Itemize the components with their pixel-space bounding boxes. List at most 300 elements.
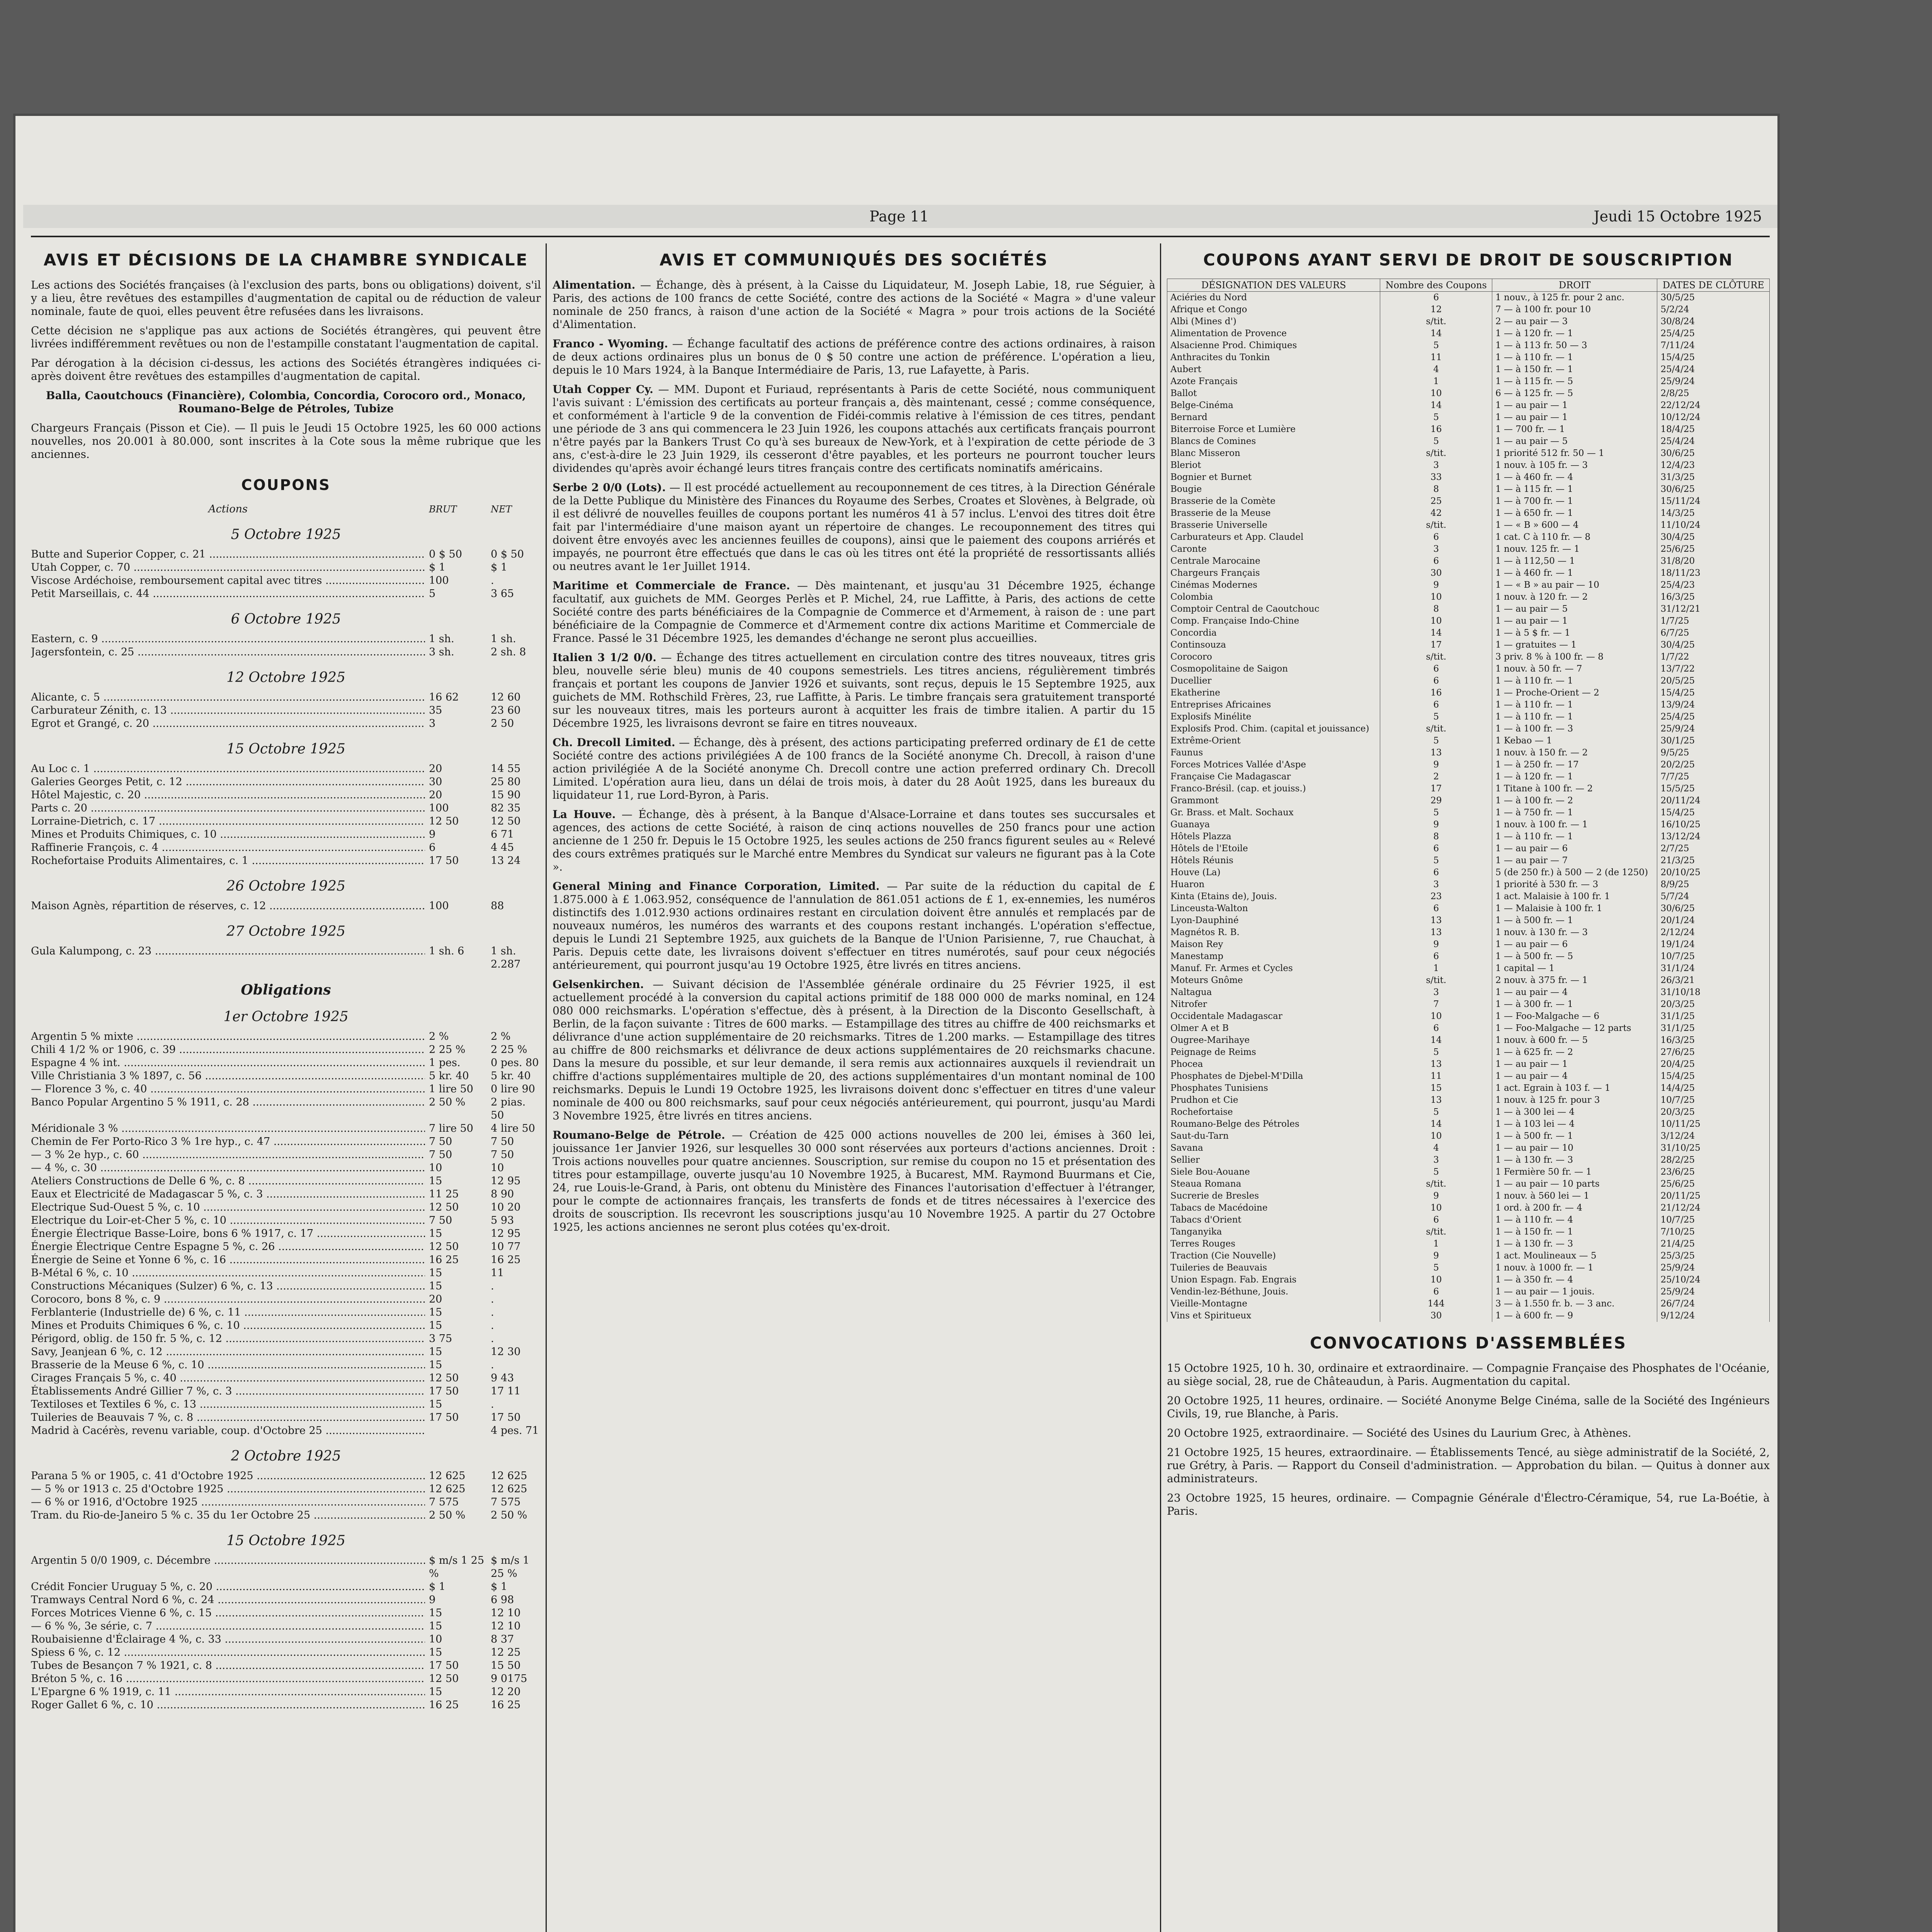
souscription-cell: Kinta (Etains de), Jouis. xyxy=(1167,891,1380,903)
souscription-cell: Phosphates Tunisiens xyxy=(1167,1082,1380,1094)
souscription-cell: 30/4/25 xyxy=(1657,639,1770,651)
souscription-row xyxy=(1167,855,1770,867)
souscription-row xyxy=(1167,364,1770,376)
souscription-cell: 7 — à 100 fr. pour 10 xyxy=(1492,304,1657,316)
souscription-row xyxy=(1167,699,1770,711)
societe-name: Utah Copper Cy. xyxy=(553,383,653,396)
souscription-cell: 23 xyxy=(1380,891,1492,903)
coupon-net: 5 93 xyxy=(491,1214,514,1226)
souscription-cell: Saut-du-Tarn xyxy=(1167,1130,1380,1142)
souscription-cell: s/tit. xyxy=(1380,1226,1492,1238)
coupon-brut: 5 kr. 40 xyxy=(429,1070,469,1082)
societe-name: Ch. Drecoll Limited. xyxy=(553,736,675,749)
souscription-cell: 16/3/25 xyxy=(1657,1034,1770,1046)
souscription-col-header: DROIT xyxy=(1492,279,1657,292)
coupon-net: 2 sh. 8 xyxy=(491,646,526,658)
coupon-net: 8 90 xyxy=(491,1188,514,1200)
column-souscription xyxy=(1167,243,1770,1932)
souscription-cell: 1 — au pair — 4 xyxy=(1492,1070,1657,1082)
coupon-row xyxy=(31,1469,541,1483)
souscription-cell: 25/9/24 xyxy=(1657,376,1770,388)
souscription-cell: 5 xyxy=(1380,807,1492,819)
souscription-cell: 1 priorité à 530 fr. — 3 xyxy=(1492,879,1657,891)
coupon-row xyxy=(31,1509,541,1522)
coupon-net: . xyxy=(491,1306,494,1318)
convocation-4: 21 Octobre 1925, 15 heures, extraordinaire. — Établissements Tencé, au siège administratif de la Société, 2, rue Grétry, à Paris. — Rapport du Conseil d'administration. — Approbation du bilan. — Quitus à donner aux administrateurs. xyxy=(1167,1446,1770,1485)
souscription-cell: 3 xyxy=(1380,543,1492,555)
coupon-date: 27 Octobre 1925 xyxy=(226,923,345,939)
souscription-cell: Magnétos R. B. xyxy=(1167,927,1380,939)
souscription-row xyxy=(1167,1226,1770,1238)
souscription-row xyxy=(1167,639,1770,651)
coupon-brut: 15 xyxy=(429,1646,442,1658)
souscription-cell: Bognier et Burnet xyxy=(1167,471,1380,483)
souscription-cell: 14 xyxy=(1380,1118,1492,1130)
souscription-row xyxy=(1167,603,1770,615)
coupon-net: . xyxy=(491,1280,494,1292)
souscription-cell: 5/2/24 xyxy=(1657,304,1770,316)
coupon-brut: 10 xyxy=(429,1162,442,1174)
coupon-name: Énergie Électrique Basse-Loire, bons 6 % 1917, c. 17 ..... xyxy=(31,1227,425,1240)
souscription-cell: 16 xyxy=(1380,687,1492,699)
souscription-cell: Manestamp xyxy=(1167,951,1380,963)
souscription-cell: 10 xyxy=(1380,591,1492,603)
souscription-cell: 20/10/25 xyxy=(1657,867,1770,879)
souscription-cell: 1/7/25 xyxy=(1657,615,1770,627)
souscription-cell: Franco-Brésil. (cap. et jouiss.) xyxy=(1167,783,1380,795)
coupon-brut: 30 xyxy=(429,776,442,788)
souscription-row xyxy=(1167,579,1770,591)
souscription-cell: Centrale Marocaine xyxy=(1167,555,1380,567)
newspaper-page xyxy=(15,116,1777,1932)
souscription-cell: 1 — à 115 fr. — 5 xyxy=(1492,376,1657,388)
souscription-cell: 11 xyxy=(1380,1070,1492,1082)
column-rule xyxy=(1160,243,1161,1932)
coupon-net: 2 pias. 50 xyxy=(491,1096,526,1121)
coupon-brut: $ 1 xyxy=(429,561,446,573)
societe-text: — Il est procédé actuellement au recouponnement de ces titres, à la Direction Générale de la Dette Publique du Ministère des Finances du Royaume des Serbes, Croates et Slovènes, à Belgrade, où il est délivré de nouvelles feuilles de coupons portant les numéros 41 à 57 inclus. L'envoi des titres doit être fait par l'intermédiaire d'une maison ayant un répertoire de changes. Le recouponnement des titres qui doivent être envoyés avec les anciennes feuilles de coupons), ainsi que le paiement des coupons arriérés et impayés, ne pourront être effectués que dans le cas où les titres ont été la propriété de ressortissants alliés ou neutres avant le 1er Juillet 1914. xyxy=(553,481,1155,573)
souscription-row xyxy=(1167,1298,1770,1310)
souscription-row xyxy=(1167,1034,1770,1046)
coupon-net: 88 xyxy=(491,900,504,912)
souscription-cell: Tabacs d'Orient xyxy=(1167,1214,1380,1226)
coupon-row xyxy=(31,548,541,561)
souscription-cell: 27/6/25 xyxy=(1657,1046,1770,1058)
coupon-name: Tramways Central Nord 6 %, c. 24 ..... xyxy=(31,1594,425,1607)
coupon-row xyxy=(31,1253,541,1267)
souscription-cell: 29 xyxy=(1380,795,1492,807)
coupon-net: 6 71 xyxy=(491,828,514,840)
coupon-row xyxy=(31,1659,541,1672)
coupon-net: 12 20 xyxy=(491,1686,521,1698)
souscription-cell: 25/9/24 xyxy=(1657,1286,1770,1298)
souscription-cell: Traction (Cie Nouvelle) xyxy=(1167,1250,1380,1262)
convocation-5: 23 Octobre 1925, 15 heures, ordinaire. — Compagnie Générale d'Électro-Céramique, 54, rue La-Boétie, à Paris. xyxy=(1167,1492,1770,1517)
souscription-row xyxy=(1167,1178,1770,1190)
coupon-net: 12 625 xyxy=(491,1483,527,1495)
coupon-row xyxy=(31,828,541,841)
souscription-cell: Forces Motrices Vallée d'Aspe xyxy=(1167,759,1380,771)
coupon-net: 4 pes. 71 xyxy=(491,1425,539,1437)
souscription-cell: 22/12/24 xyxy=(1657,400,1770,412)
souscription-cell: 1 — à 300 fr. — 1 xyxy=(1492,998,1657,1010)
souscription-cell: Moteurs Gnôme xyxy=(1167,975,1380,986)
souscription-cell: 5 xyxy=(1380,1106,1492,1118)
souscription-cell: 3 — à 1.550 fr. b. — 3 anc. xyxy=(1492,1298,1657,1310)
souscription-cell: Belge-Cinéma xyxy=(1167,400,1380,412)
coupon-net: 25 80 xyxy=(491,776,521,788)
coupon-net: . xyxy=(491,575,494,587)
souscription-row xyxy=(1167,1238,1770,1250)
souscription-cell: 1 — à 350 fr. — 4 xyxy=(1492,1274,1657,1286)
souscription-col-header: DÉSIGNATION DES VALEURS xyxy=(1167,279,1380,292)
coupon-row xyxy=(31,1372,541,1385)
souscription-cell: 31/12/21 xyxy=(1657,603,1770,615)
souscription-cell: Grammont xyxy=(1167,795,1380,807)
souscription-cell: 18/4/25 xyxy=(1657,423,1770,435)
souscription-cell: 12/4/23 xyxy=(1657,459,1770,471)
souscription-cell: Union Espagn. Fab. Engrais xyxy=(1167,1274,1380,1286)
coupon-name: Electrique Sud-Ouest 5 %, c. 10 ..... xyxy=(31,1201,425,1214)
souscription-cell: Ekatherine xyxy=(1167,687,1380,699)
souscription-cell: Alimentation de Provence xyxy=(1167,328,1380,340)
obligations-list xyxy=(31,1009,541,1712)
societe-text: — Échange, dès à présent, à la Caisse du Liquidateur, M. Joseph Labie, 18, rue Séguier, à Paris, des actions de 100 francs de cette Société, contre des actions de la Société « Magra » d'une valeur nominale de 250 francs, à raison d'une action de la Société « Magra » pour trois actions de la Société d'Alimentation. xyxy=(553,279,1155,331)
souscription-cell: Brasserie de la Comète xyxy=(1167,495,1380,507)
souscription-cell: 6 xyxy=(1380,903,1492,915)
coupon-brut: 2 50 % xyxy=(429,1096,466,1108)
souscription-cell: 7 xyxy=(1380,998,1492,1010)
coupon-row xyxy=(31,802,541,815)
souscription-cell: 1 — à 5 $ fr. — 1 xyxy=(1492,627,1657,639)
souscription-cell: Comptoir Central de Caoutchouc xyxy=(1167,603,1380,615)
souscription-row xyxy=(1167,771,1770,783)
coupon-row xyxy=(31,1214,541,1227)
coupon-row xyxy=(31,789,541,802)
souscription-cell: 7/11/24 xyxy=(1657,340,1770,352)
souscription-row xyxy=(1167,412,1770,423)
souscription-row xyxy=(1167,975,1770,986)
societe-notice xyxy=(553,579,1155,645)
coupon-row xyxy=(31,1306,541,1319)
souscription-cell: Anthracites du Tonkin xyxy=(1167,352,1380,364)
coupon-row xyxy=(31,1319,541,1332)
souscription-cell: 1 — à 150 fr. — 1 xyxy=(1492,1226,1657,1238)
souscription-cell: 1 — à 103 lei — 4 xyxy=(1492,1118,1657,1130)
coupon-brut: 15 xyxy=(429,1320,442,1332)
souscription-cell: 10/12/24 xyxy=(1657,412,1770,423)
souscription-title: COUPONS AYANT SERVI DE DROIT DE SOUSCRIPTION xyxy=(1203,250,1734,269)
coupon-name: Chili 4 1/2 % or 1906, c. 39 ..... xyxy=(31,1043,425,1056)
coupon-row xyxy=(31,1332,541,1345)
souscription-cell: 25/4/24 xyxy=(1657,435,1770,447)
coupon-net: 4 lire 50 xyxy=(491,1122,535,1134)
souscription-cell: 6 xyxy=(1380,699,1492,711)
souscription-cell: 1 — à 650 fr. — 1 xyxy=(1492,507,1657,519)
coupon-brut: 17 50 xyxy=(429,1412,459,1423)
column-rule xyxy=(546,243,547,1932)
souscription-row xyxy=(1167,447,1770,459)
souscription-cell: Explosifs Prod. Chim. (capital et jouissance) xyxy=(1167,723,1380,735)
societes-list xyxy=(553,279,1155,1234)
souscription-cell: 11/10/24 xyxy=(1657,519,1770,531)
coupon-net: 8 37 xyxy=(491,1633,514,1645)
coupon-net: 17 50 xyxy=(491,1412,521,1423)
souscription-cell: 31/8/20 xyxy=(1657,555,1770,567)
coupon-net: 2 25 % xyxy=(491,1044,527,1056)
souscription-cell: 1 nouv. à 105 fr. — 3 xyxy=(1492,459,1657,471)
souscription-cell: Maison Rey xyxy=(1167,939,1380,951)
coupon-name: Spiess 6 %, c. 12 ..... xyxy=(31,1646,425,1659)
souscription-cell: 25/9/24 xyxy=(1657,723,1770,735)
coupon-brut: 16 25 xyxy=(429,1699,459,1711)
souscription-cell: s/tit. xyxy=(1380,519,1492,531)
coupon-row xyxy=(31,1148,541,1162)
souscription-cell: 16/3/25 xyxy=(1657,591,1770,603)
coupon-name: Bréton 5 %, c. 16 ..... xyxy=(31,1672,425,1685)
souscription-row xyxy=(1167,507,1770,519)
souscription-row xyxy=(1167,939,1770,951)
souscription-cell: 16 xyxy=(1380,423,1492,435)
coupon-brut: 100 xyxy=(429,575,449,587)
souscription-row xyxy=(1167,735,1770,747)
souscription-cell: 1 — à 460 fr. — 1 xyxy=(1492,567,1657,579)
coupon-brut: 1 lire 50 xyxy=(429,1083,473,1095)
column-societes xyxy=(553,243,1155,1932)
souscription-row xyxy=(1167,495,1770,507)
souscription-row xyxy=(1167,663,1770,675)
coupon-date: 26 Octobre 1925 xyxy=(226,878,345,894)
coupon-row xyxy=(31,1267,541,1280)
souscription-cell: 1 — au pair — 4 xyxy=(1492,986,1657,998)
coupon-name: Forces Motrices Vienne 6 %, c. 15 ..... xyxy=(31,1607,425,1620)
souscription-cell: 21/3/25 xyxy=(1657,855,1770,867)
coupon-brut: 1 pes. xyxy=(429,1057,461,1069)
coupon-brut: 12 625 xyxy=(429,1483,466,1495)
coupon-row xyxy=(31,1188,541,1201)
coupon-date: 12 Octobre 1925 xyxy=(226,670,345,685)
souscription-cell: 8 xyxy=(1380,603,1492,615)
convocation-3: 20 Octobre 1925, extraordinaire. — Société des Usines du Laurium Grec, à Athènes. xyxy=(1167,1427,1631,1439)
coupons-col-net: NET xyxy=(491,504,512,515)
societe-text: — Par suite de la réduction du capital de £ 1.875.000 à £ 1.063.952, conséquence de l'annulation de 861.051 actions de £ 1, ex-ennemies, les numéros distinctifs des 1.012.930 actions ordinaires restant en circulation doivent être annulés et remplacés par de nouveaux numéros, les numéros des warrants et des coupons restant inchangés. L'opération s'effectue, depuis le Lundi 21 Septembre 1925, aux guichets de la Banque de l'Union Parisienne, 7, rue Chauchat, à Paris. Depuis cette date, les livraisons doivent s'effectuer en titres numérotés, sauf pour ceux négociés antérieurement, qui pourront jusqu'au 19 Octobre 1925, être livrés en titres anciens. xyxy=(553,880,1155,971)
souscription-cell: Guanaya xyxy=(1167,819,1380,831)
societe-text: — MM. Dupont et Furiaud, représentants à Paris de cette Société, nous communiquent l'avis suivant : L'émission des certificats au porteur français a, dès maintenant, cessé ; comme conséquence, et conformément à l'article 9 de la convention de Fidéi-commis relative à l'émission de ces titres, pendant une période de 3 ans qui commencera le 23 Juin 1926, les coupons attachés aux certificats français pourront n'être payés par la Bankers Trust Co qu'à ses bureaux de New-York, et à l'expiration de cette période de 3 ans, c'est-à-dire le 23 Juin 1929, ils cesseront d'être payables, et les porteurs ne pourront toucher leurs dividendes qu'après avoir échangé leurs titres français contre des certificats nominatifs américains. xyxy=(553,383,1155,474)
souscription-cell: 2/7/25 xyxy=(1657,843,1770,855)
coupons-title: COUPONS xyxy=(241,476,331,493)
coupon-name: — 3 % 2e hyp., c. 60 ..... xyxy=(31,1148,425,1162)
souscription-cell: 14/4/25 xyxy=(1657,1082,1770,1094)
souscription-row xyxy=(1167,723,1770,735)
coupon-row xyxy=(31,646,541,659)
souscription-cell: Savana xyxy=(1167,1142,1380,1154)
coupon-brut: 15 xyxy=(429,1346,442,1358)
souscription-cell: 9/5/25 xyxy=(1657,747,1770,759)
souscription-cell: 1 — au pair — 5 xyxy=(1492,603,1657,615)
chambre-title: AVIS ET DÉCISIONS DE LA CHAMBRE SYNDICALE xyxy=(43,250,529,269)
souscription-cell: 14/3/25 xyxy=(1657,507,1770,519)
chambre-p3: Par dérogation à la décision ci-dessus, les actions des Sociétés étrangères indiquées ci-après doivent être revêtues des estampilles d'augmentation de capital. xyxy=(31,357,541,383)
coupon-name: Tuileries de Beauvais 7 %, c. 8 ..... xyxy=(31,1411,425,1424)
coupon-name: — 4 %, c. 30 ..... xyxy=(31,1162,425,1175)
souscription-cell: Albi (Mines d') xyxy=(1167,316,1380,328)
souscription-cell: 1 — à 500 fr. — 5 xyxy=(1492,951,1657,963)
coupon-brut: 100 xyxy=(429,802,449,814)
coupon-net: 0 pes. 80 xyxy=(491,1057,539,1069)
souscription-cell: 13 xyxy=(1380,915,1492,927)
souscription-row xyxy=(1167,711,1770,723)
souscription-cell: 30/6/25 xyxy=(1657,903,1770,915)
souscription-cell: Linceusta-Walton xyxy=(1167,903,1380,915)
coupon-row xyxy=(31,633,541,646)
souscription-cell: Prudhon et Cie xyxy=(1167,1094,1380,1106)
souscription-table xyxy=(1167,279,1770,1322)
souscription-cell: Vendin-lez-Béthune, Jouis. xyxy=(1167,1286,1380,1298)
souscription-row xyxy=(1167,1046,1770,1058)
societe-name: Maritime et Commerciale de France. xyxy=(553,579,790,592)
souscription-cell: Aubert xyxy=(1167,364,1380,376)
souscription-cell: 15/4/25 xyxy=(1657,807,1770,819)
souscription-cell: Hôtels Réunis xyxy=(1167,855,1380,867)
coupon-net: 0 $ 50 xyxy=(491,548,524,560)
souscription-cell: 30/8/24 xyxy=(1657,316,1770,328)
souscription-cell: Cosmopolitaine de Saigon xyxy=(1167,663,1380,675)
souscription-row xyxy=(1167,304,1770,316)
coupon-row xyxy=(31,704,541,717)
souscription-cell: 1 — au pair — 5 xyxy=(1492,435,1657,447)
societe-name: Franco - Wyoming. xyxy=(553,337,668,350)
coupon-name: Parts c. 20 ..... xyxy=(31,802,425,815)
souscription-cell: 20/5/25 xyxy=(1657,675,1770,687)
souscription-cell: s/tit. xyxy=(1380,1178,1492,1190)
souscription-cell: 1 nouv. à 560 lei — 1 xyxy=(1492,1190,1657,1202)
souscription-cell: 1 nouv., à 125 fr. pour 2 anc. xyxy=(1492,292,1657,304)
souscription-cell: Explosifs Minélite xyxy=(1167,711,1380,723)
souscription-cell: 1 — 700 fr. — 1 xyxy=(1492,423,1657,435)
souscription-cell: 6 xyxy=(1380,663,1492,675)
coupon-brut: 7 50 xyxy=(429,1149,452,1161)
souscription-cell: Brasserie de la Meuse xyxy=(1167,507,1380,519)
souscription-cell: 25/3/25 xyxy=(1657,1250,1770,1262)
coupon-brut: 12 50 xyxy=(429,1201,459,1213)
souscription-cell: 30/6/25 xyxy=(1657,483,1770,495)
souscription-cell: 5 xyxy=(1380,1046,1492,1058)
coupon-net: 7 50 xyxy=(491,1136,514,1148)
souscription-row xyxy=(1167,1022,1770,1034)
souscription-cell: 1 — à 100 fr. — 3 xyxy=(1492,723,1657,735)
coupon-row xyxy=(31,1070,541,1083)
souscription-cell: 6 xyxy=(1380,1022,1492,1034)
souscription-cell: 1 — à 112,50 — 1 xyxy=(1492,555,1657,567)
coupon-name: Crédit Foncier Uruguay 5 %, c. 20 ..... xyxy=(31,1580,425,1594)
souscription-cell: 1 — Foo-Malgache — 6 xyxy=(1492,1010,1657,1022)
coupon-row xyxy=(31,1594,541,1607)
souscription-cell: 1 — à 110 fr. — 1 xyxy=(1492,699,1657,711)
souscription-cell: 1 nouv. à 1000 fr. — 1 xyxy=(1492,1262,1657,1274)
souscription-row xyxy=(1167,675,1770,687)
societe-text: — Dès maintenant, et jusqu'au 31 Décembre 1925, échange facultatif, aux guichets de MM. Georges Perlès et P. Michel, 24, rue Laffitte, à Paris, des actions de cette Société contre des parts bénéficiaires de la Compagnie de Commerce et d'Armement, à raison de : une part bénéficiaire de la Compagnie de Commerce et d'Armement contre dix actions Maritime et Commerciale de France. Passé le 31 Décembre 1925, les demandes d'échange ne seront plus accueillies. xyxy=(553,579,1155,645)
souscription-cell: 6 xyxy=(1380,951,1492,963)
coupon-row xyxy=(31,1056,541,1070)
souscription-cell: 6 xyxy=(1380,1286,1492,1298)
souscription-cell: Tuileries de Beauvais xyxy=(1167,1262,1380,1274)
coupon-net: 10 xyxy=(491,1162,504,1174)
coupon-name: Savy, Jeanjean 6 %, c. 12 ..... xyxy=(31,1345,425,1359)
souscription-cell: Nitrofer xyxy=(1167,998,1380,1010)
coupon-net: 12 10 xyxy=(491,1620,521,1632)
coupon-row xyxy=(31,1096,541,1122)
souscription-cell: 1 — à 500 fr. — 1 xyxy=(1492,1130,1657,1142)
coupon-net: 16 25 xyxy=(491,1254,521,1266)
souscription-cell: Gr. Brass. et Malt. Sochaux xyxy=(1167,807,1380,819)
coupon-net: 7 575 xyxy=(491,1496,521,1508)
souscription-cell: Tabacs de Macédoine xyxy=(1167,1202,1380,1214)
souscription-cell: 3 xyxy=(1380,1154,1492,1166)
souscription-cell: Carburateurs et App. Claudel xyxy=(1167,531,1380,543)
coupon-date: 6 Octobre 1925 xyxy=(231,611,341,627)
souscription-cell: 26/7/24 xyxy=(1657,1298,1770,1310)
souscription-cell: 5/7/24 xyxy=(1657,891,1770,903)
societe-notice xyxy=(553,978,1155,1122)
souscription-cell: 1 — au pair — 1 xyxy=(1492,412,1657,423)
coupon-name: Petit Marseillais, c. 44 ..... xyxy=(31,587,425,600)
coupon-name: Utah Copper, c. 70 ..... xyxy=(31,561,425,574)
coupon-row xyxy=(31,776,541,789)
coupon-brut: 0 $ 50 xyxy=(429,548,462,560)
souscription-row xyxy=(1167,986,1770,998)
coupon-net: 23 60 xyxy=(491,704,521,716)
souscription-cell: 1 xyxy=(1380,1238,1492,1250)
souscription-cell: 13/7/22 xyxy=(1657,663,1770,675)
coupon-row xyxy=(31,1580,541,1594)
coupon-net: . xyxy=(491,1320,494,1332)
souscription-cell: 10/7/25 xyxy=(1657,951,1770,963)
souscription-cell: Française Cie Madagascar xyxy=(1167,771,1380,783)
coupon-name: Madrid à Cacérès, revenu variable, coup. d'Octobre 25 ..... xyxy=(31,1424,425,1437)
souscription-row xyxy=(1167,795,1770,807)
souscription-cell: 1 — à 500 fr. — 1 xyxy=(1492,915,1657,927)
chambre-p2: Cette décision ne s'applique pas aux actions de Sociétés étrangères, qui peuvent être livrées indifféremment revêtues ou non de l'estampille constatant l'augmentation de capital. xyxy=(31,324,541,350)
societe-text: — Échange facultatif des actions de préférence contre des actions ordinaires, à raison de deux actions ordinaires plus un bonus de 0 $ 50 contre une action de préférence. L'opération a lieu, depuis le 10 Mars 1924, à la Banque Intermédiaire de Paris, 13, rue Lafayette, à Paris. xyxy=(553,337,1155,376)
souscription-cell: 17 xyxy=(1380,639,1492,651)
coupon-row xyxy=(31,854,541,867)
souscription-cell: 1 ord. à 200 fr. — 4 xyxy=(1492,1202,1657,1214)
souscription-cell: Ougree-Marihaye xyxy=(1167,1034,1380,1046)
coupon-brut: 15 xyxy=(429,1228,442,1240)
souscription-cell: Phocea xyxy=(1167,1058,1380,1070)
souscription-cell: 1 nouv. à 100 fr. — 1 xyxy=(1492,819,1657,831)
souscription-row xyxy=(1167,459,1770,471)
societe-name: General Mining and Finance Corporation, Limited. xyxy=(553,880,880,893)
coupon-brut: 2 % xyxy=(429,1031,449,1043)
souscription-cell: 11 xyxy=(1380,352,1492,364)
coupon-row xyxy=(31,945,541,971)
souscription-cell: 10 xyxy=(1380,1202,1492,1214)
souscription-row xyxy=(1167,783,1770,795)
souscription-cell: Peignage de Reims xyxy=(1167,1046,1380,1058)
souscription-row xyxy=(1167,471,1770,483)
coupon-name: Périgord, oblig. de 150 fr. 5 %, c. 12 ..... xyxy=(31,1332,425,1345)
coupon-name: Lorraine-Dietrich, c. 17 ..... xyxy=(31,815,425,828)
coupon-brut: 7 50 xyxy=(429,1214,452,1226)
societe-name: La Houve. xyxy=(553,808,616,821)
souscription-cell: 6 xyxy=(1380,867,1492,879)
societe-name: Alimentation. xyxy=(553,279,636,291)
souscription-cell: 15/4/25 xyxy=(1657,352,1770,364)
societe-text: — Échange, dès à présent, des actions participating preferred ordinary de £1 de cette Société contre des actions privilégiées A de 100 francs de la Société anonyme Ch. Drecoll, à raison d'une action privilégiée A de la Société anonyme Ch. Drecoll contre une action preferred ordinary Ch. Drecoll Limited. L'opération aura lieu, dans un délai de trois mois, à dater du 28 Août 1925, dans les bureaux du liquidateur 11, rue Lord-Byron, à Paris. xyxy=(553,736,1155,801)
coupon-row xyxy=(31,1646,541,1659)
souscription-cell: 17 xyxy=(1380,783,1492,795)
